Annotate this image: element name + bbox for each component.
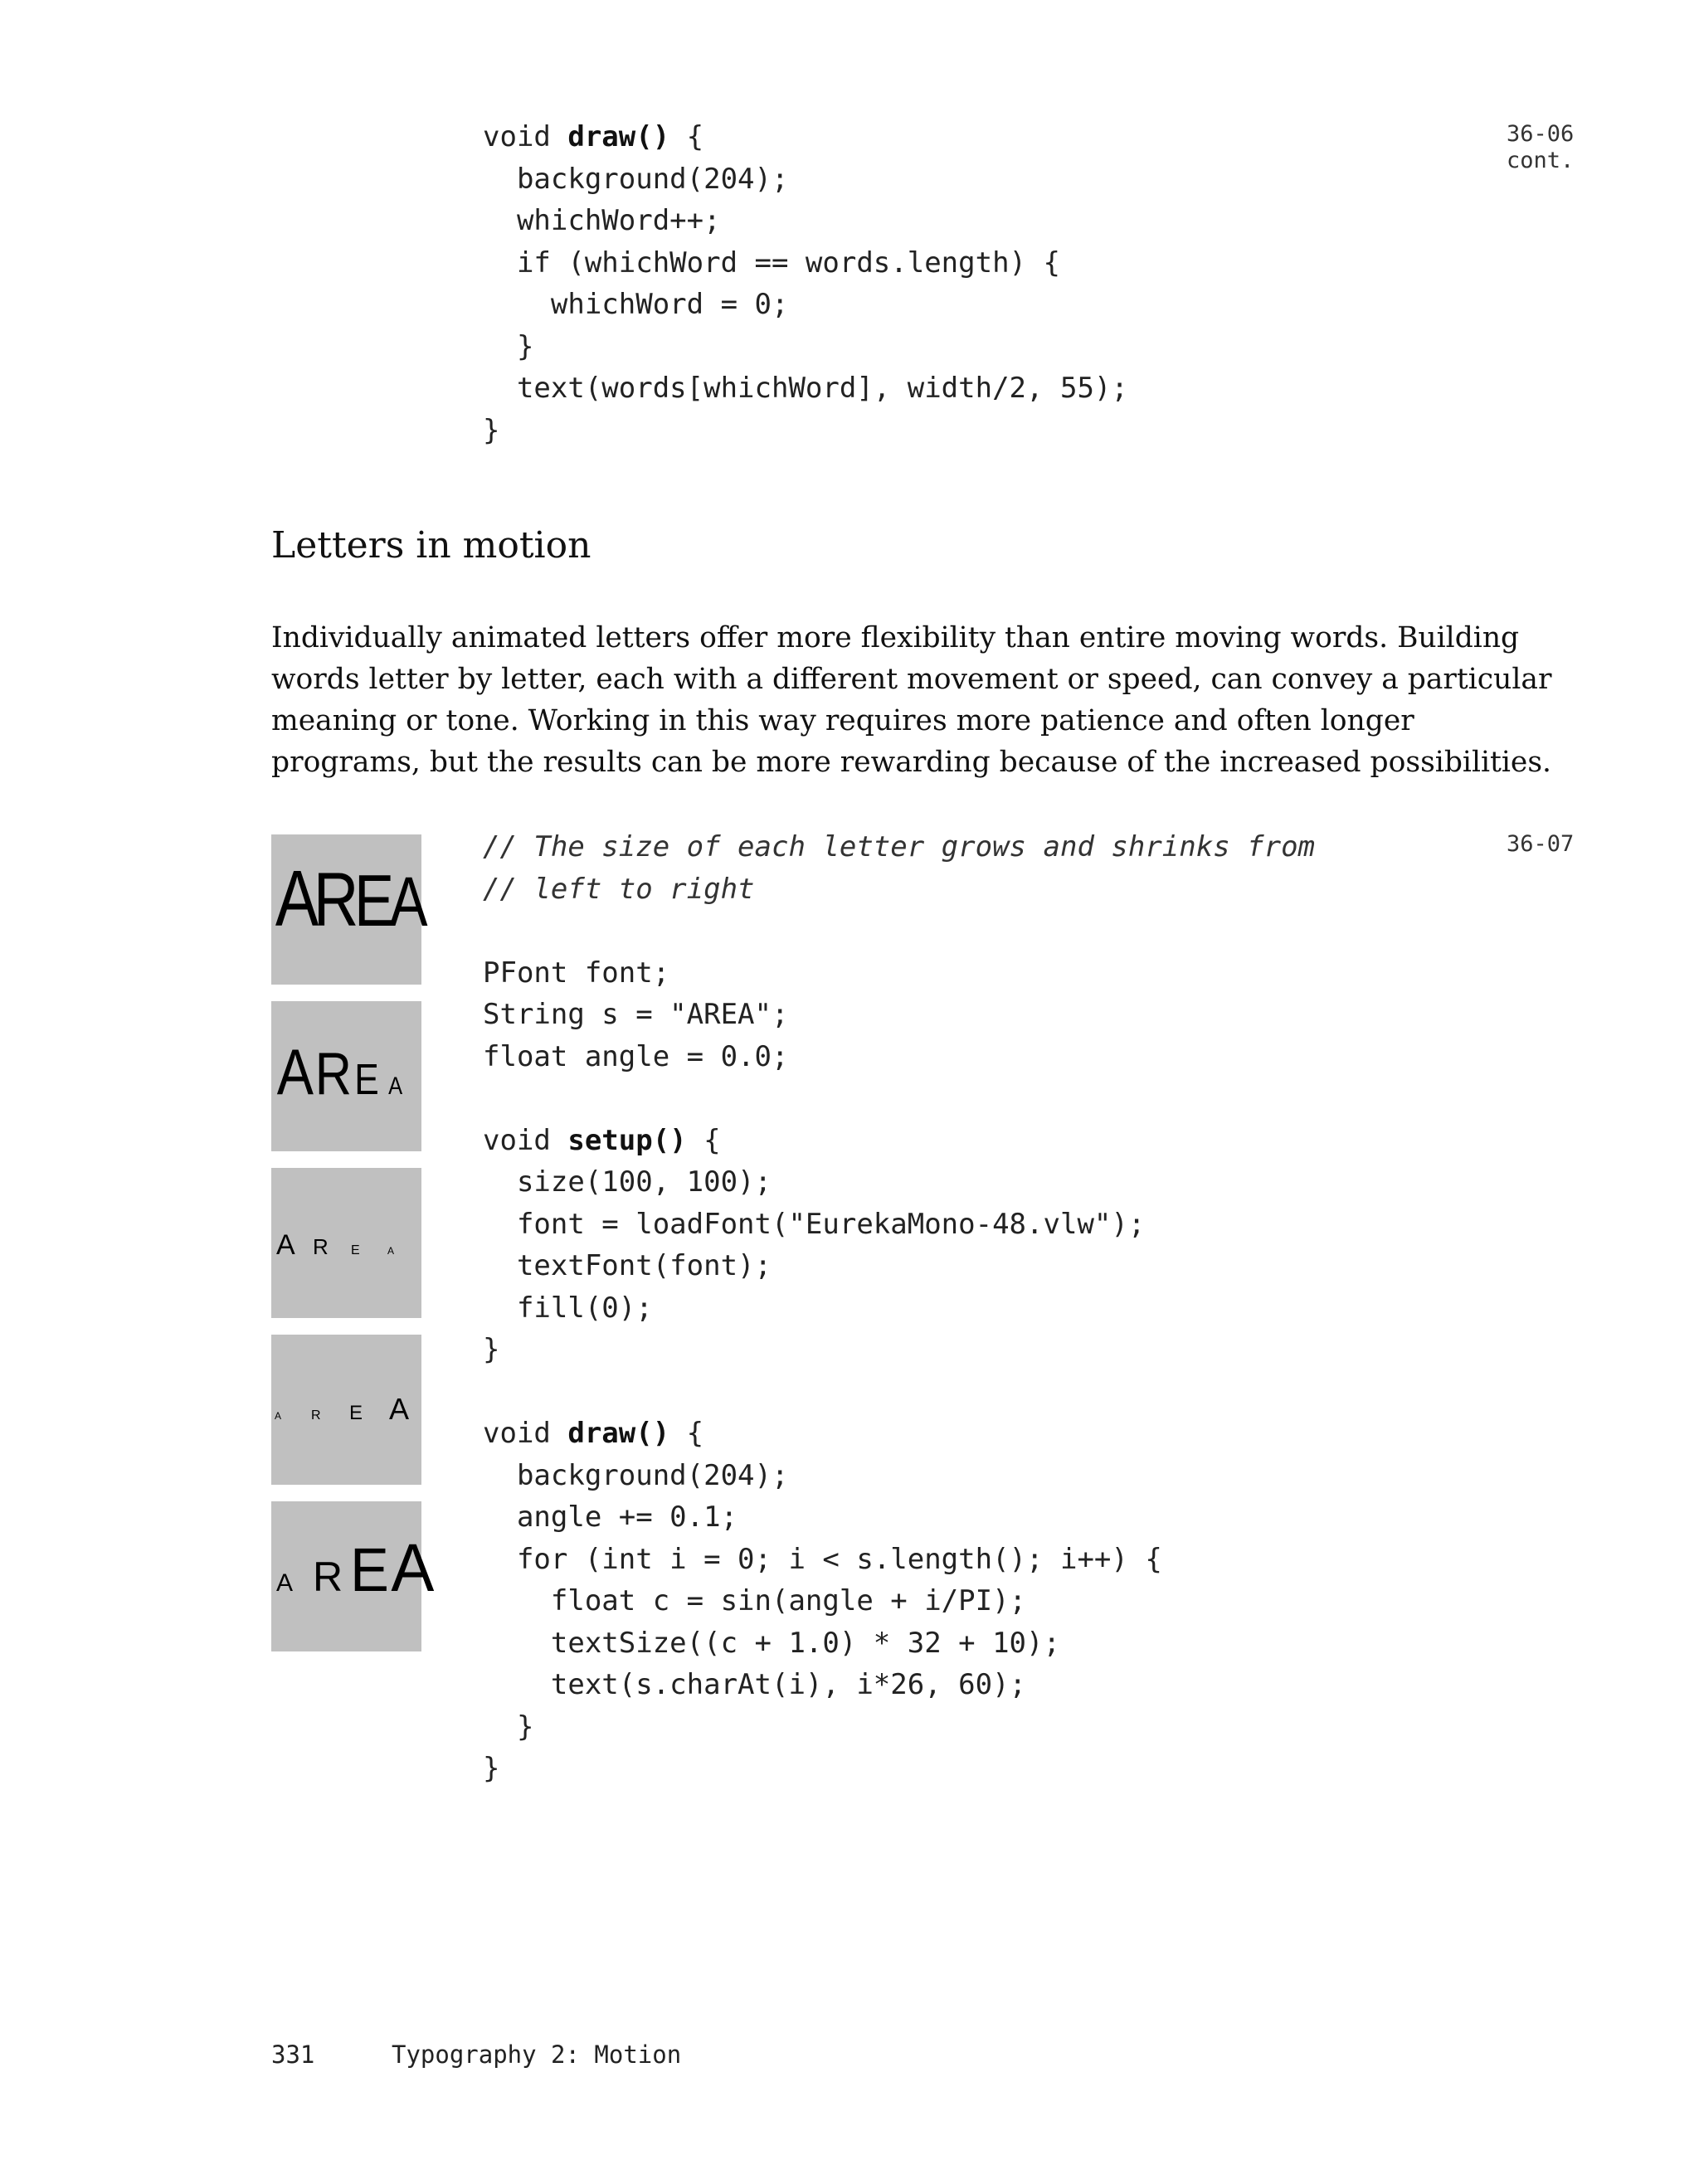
code-line — [483, 200, 1128, 242]
code-function-name: draw() — [567, 120, 670, 153]
code-line — [483, 326, 1128, 368]
paragraph-line: Individually animated letters offer more flexibility than entire moving words. Building — [271, 621, 1520, 654]
code-token: textSize((c + 1.0) * 32 + 10); — [483, 1626, 1060, 1660]
code-token: { — [669, 120, 704, 153]
code-token: void — [483, 1123, 568, 1157]
code-line — [483, 868, 1315, 911]
animation-frame-1 — [271, 834, 428, 985]
frame-letter: E — [349, 1402, 363, 1424]
frame-letter: A — [275, 1410, 282, 1422]
frame-letter: A — [276, 1035, 314, 1109]
frame-letter: R — [313, 1234, 329, 1259]
animation-frame-3 — [271, 1168, 421, 1318]
body-paragraph — [271, 617, 1552, 783]
code-token: font = loadFont("EurekaMono-48.vlw"); — [483, 1207, 1146, 1241]
code-token: fill(0); — [483, 1291, 653, 1325]
frame-5-graphic — [271, 1501, 435, 1651]
code-line — [483, 1287, 1315, 1330]
code-token: textFont(font); — [483, 1249, 772, 1282]
example-label-top: 36-06 cont. — [1507, 121, 1575, 173]
code-token: whichWord = 0; — [483, 288, 789, 321]
page-number: 331 — [271, 2041, 315, 2069]
code-line — [483, 367, 1128, 410]
code-line — [483, 284, 1128, 326]
code-line — [483, 242, 1128, 285]
code-line — [483, 1539, 1315, 1581]
code-token: void — [483, 120, 568, 153]
code-token: for (int i = 0; i < s.length(); i++) { — [483, 1542, 1162, 1576]
frame-letter: A — [391, 1530, 435, 1606]
code-token: } — [483, 413, 500, 447]
animation-frame-5 — [271, 1501, 435, 1651]
code-token: void — [483, 1417, 568, 1450]
frame-letter: E — [354, 1055, 379, 1104]
code-line — [483, 1413, 1315, 1455]
frame-letter: E — [354, 860, 395, 942]
code-line — [483, 1036, 1315, 1078]
section-heading: Letters in motion — [271, 524, 591, 567]
frame-letter: A — [276, 1229, 295, 1261]
frame-letter: R — [314, 1041, 352, 1108]
frame-letter: E — [350, 1536, 389, 1605]
frame-2-graphic — [271, 1001, 421, 1151]
code-token: whichWord++; — [483, 204, 721, 237]
code-line — [483, 1120, 1315, 1162]
paragraph-line: programs, but the results can be more rewarding because of the increased possibilities. — [271, 746, 1552, 779]
code-token: } — [483, 1710, 534, 1744]
code-line — [483, 1748, 1315, 1790]
code-token: if (whichWord == words.length) { — [483, 246, 1060, 280]
code-line — [483, 952, 1315, 995]
frame-letter: A — [389, 863, 428, 941]
code-line — [483, 1664, 1315, 1706]
code-line — [483, 1622, 1315, 1665]
code-token: text(s.charAt(i), i*26, 60); — [483, 1668, 1027, 1701]
frame-letter: A — [275, 854, 319, 943]
paragraph-line: meaning or tone. Working in this way requires more patience and often longer — [271, 704, 1414, 737]
frame-1-graphic — [271, 834, 428, 985]
frame-4-graphic — [271, 1335, 421, 1485]
code-token: PFont font; — [483, 956, 670, 990]
code-token: { — [686, 1123, 721, 1157]
code-line — [483, 1580, 1315, 1622]
frame-letter: A — [388, 1072, 403, 1100]
frame-letter: R — [311, 1408, 321, 1423]
code-token: } — [483, 1752, 500, 1785]
code-line — [483, 826, 1315, 868]
code-token: size(100, 100); — [483, 1165, 772, 1199]
code-token: background(204); — [483, 162, 789, 196]
code-comment: // The size of each letter grows and shrinks from — [483, 830, 1316, 863]
code-token: text(words[whichWord], width/2, 55); — [483, 372, 1128, 405]
code-line — [483, 994, 1315, 1036]
code-function-name: draw() — [567, 1417, 670, 1450]
chapter-title: Typography 2: Motion — [392, 2041, 682, 2069]
frame-3-graphic — [271, 1168, 421, 1318]
code-token: angle += 0.1; — [483, 1501, 738, 1534]
frame-letter: A — [389, 1392, 410, 1426]
code-line — [483, 158, 1128, 201]
code-line — [483, 1706, 1315, 1749]
frame-letter: E — [351, 1243, 360, 1257]
animation-frame-4 — [271, 1335, 421, 1485]
code-line — [483, 1329, 1315, 1371]
code-block-top — [483, 116, 1128, 451]
code-token: String s = "AREA"; — [483, 998, 789, 1031]
code-line — [483, 1455, 1315, 1497]
frame-letter: R — [313, 1554, 343, 1600]
paragraph-line: words letter by letter, each with a different movement or speed, can convey a particular — [271, 663, 1552, 696]
animation-frame-2 — [271, 1001, 421, 1151]
frame-letter: A — [276, 1569, 294, 1597]
code-line — [483, 1204, 1315, 1246]
code-line — [483, 1161, 1315, 1204]
code-token: { — [669, 1417, 704, 1450]
code-token: } — [483, 329, 534, 363]
code-block-bottom — [483, 826, 1315, 1790]
code-token: background(204); — [483, 1458, 789, 1492]
code-line — [483, 1371, 1315, 1413]
code-token: } — [483, 1333, 500, 1366]
code-line — [483, 1077, 1315, 1120]
frame-letter: R — [313, 856, 359, 942]
code-line — [483, 116, 1128, 158]
code-line — [483, 1245, 1315, 1287]
code-line — [483, 910, 1315, 952]
example-label-bottom: 36-07 — [1507, 831, 1575, 857]
code-function-name: setup() — [567, 1123, 687, 1157]
frame-letter: A — [387, 1245, 395, 1257]
code-line — [483, 410, 1128, 452]
code-line — [483, 1496, 1315, 1539]
code-token: float angle = 0.0; — [483, 1039, 789, 1073]
code-comment: // left to right — [483, 872, 755, 906]
code-token: float c = sin(angle + i/PI); — [483, 1584, 1027, 1617]
